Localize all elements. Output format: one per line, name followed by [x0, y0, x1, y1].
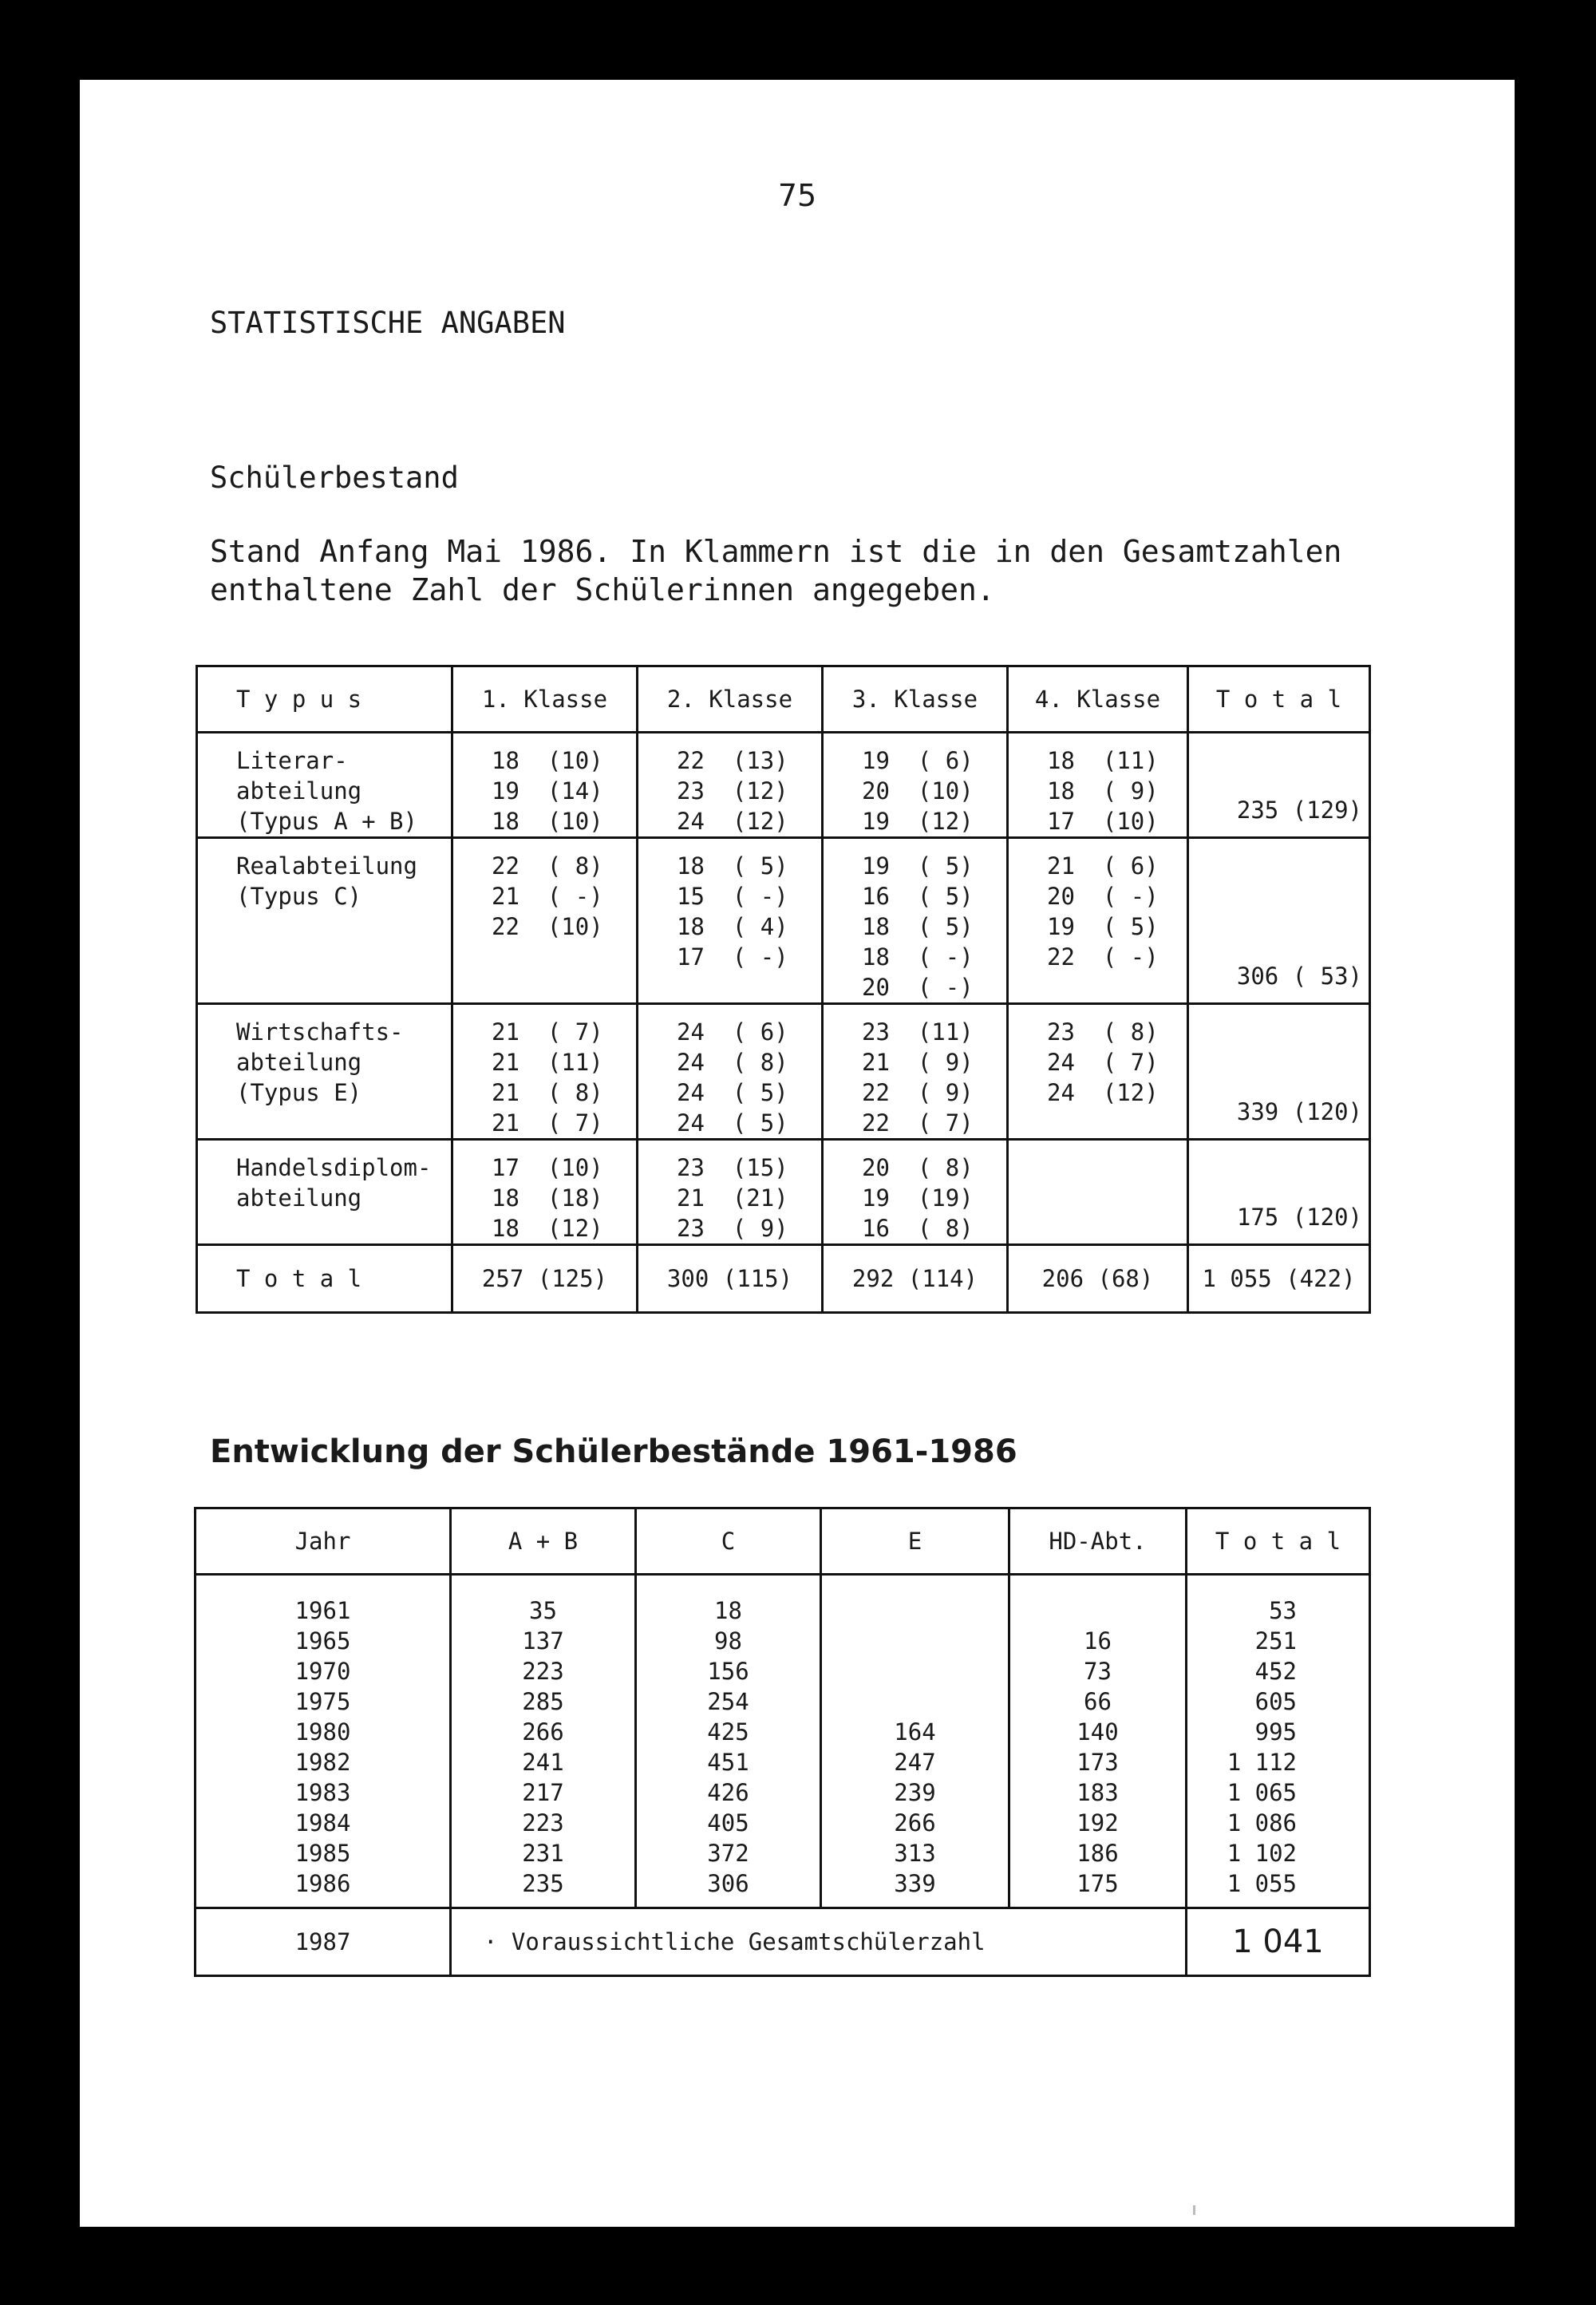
- class-count: 23 (12): [677, 777, 788, 805]
- jahr-value: 1986: [294, 1870, 351, 1897]
- class-count: 19 ( 5): [1047, 913, 1159, 940]
- ab-value: 35: [529, 1597, 557, 1624]
- class-cell: [1008, 1004, 1188, 1140]
- hd-value: 73: [1084, 1658, 1112, 1685]
- c-value: 98: [714, 1627, 742, 1655]
- row-total: 306 ( 53): [1188, 838, 1370, 1004]
- row-label: [197, 733, 452, 838]
- entwicklung-title: Entwicklung der Schülerbestände 1961-1986: [210, 1433, 1017, 1470]
- class-cell: [823, 733, 1008, 838]
- c-value: 254: [707, 1688, 749, 1715]
- total-value: 251: [1254, 1627, 1297, 1655]
- class-count: 21 ( 9): [862, 1049, 974, 1076]
- c-value: 306: [707, 1870, 749, 1897]
- class-count: 18 ( 9): [1047, 777, 1159, 805]
- row-label-line: abteilung: [236, 777, 362, 805]
- total-value: 1 086: [1227, 1809, 1297, 1836]
- header-cell: HD-Abt.: [1009, 1508, 1187, 1575]
- total-value: 1 065: [1227, 1779, 1297, 1806]
- e-value: [822, 1656, 1008, 1686]
- entwicklung-table: [194, 1507, 1371, 1977]
- header-cell: T o t a l: [1187, 1508, 1370, 1575]
- jahr-value: 1970: [294, 1658, 351, 1685]
- c-value: 156: [707, 1658, 749, 1685]
- row-label-line: Literar-: [236, 747, 348, 774]
- document-page: [80, 80, 1515, 2227]
- total-cell: 300 (115): [638, 1245, 823, 1313]
- e-value: 164: [894, 1718, 936, 1746]
- class-count: 19 (12): [862, 808, 974, 835]
- jahr-value: 1984: [294, 1809, 351, 1836]
- class-count: 22 (13): [677, 747, 788, 774]
- total-value: 452: [1254, 1658, 1297, 1685]
- total-cell: 257 (125): [452, 1245, 638, 1313]
- row-label-line: (Typus E): [236, 1079, 362, 1106]
- class-cell: [638, 1004, 823, 1140]
- class-count: 19 ( 6): [862, 747, 974, 774]
- class-count: 18 ( 5): [862, 913, 974, 940]
- class-count: 24 ( 8): [677, 1049, 788, 1076]
- e-value: 247: [894, 1749, 936, 1776]
- class-count: 18 (10): [492, 747, 603, 774]
- hd-value: 183: [1077, 1779, 1119, 1806]
- class-count: 18 ( -): [862, 943, 974, 971]
- forecast-total: 1 041: [1187, 1908, 1370, 1976]
- row-total: 339 (120): [1188, 1004, 1370, 1140]
- row-label-line: Handelsdiplom-: [236, 1154, 432, 1181]
- class-count: 20 ( 8): [862, 1154, 974, 1181]
- class-count: 21 ( 6): [1047, 852, 1159, 880]
- row-label-line: abteilung: [236, 1049, 362, 1076]
- class-cell: [1008, 838, 1188, 1004]
- class-count: 22 ( 8): [492, 852, 603, 880]
- class-count: 21 ( 7): [492, 1018, 603, 1046]
- class-count: 23 ( 9): [677, 1215, 788, 1242]
- scan-speck: [1193, 2205, 1195, 2215]
- section-title: STATISTISCHE ANGABEN: [210, 306, 566, 340]
- class-count: 19 (14): [492, 777, 603, 805]
- header-cell: 4. Klasse: [1008, 666, 1188, 733]
- class-count: 24 ( 5): [677, 1079, 788, 1106]
- e-value: [822, 1595, 1008, 1626]
- row-label-line: abteilung: [236, 1184, 362, 1212]
- class-count: 18 (10): [492, 808, 603, 835]
- ab-value: 223: [522, 1809, 564, 1836]
- row-label: [197, 1004, 452, 1140]
- hd-column: [1009, 1575, 1187, 1908]
- class-cell: [452, 1004, 638, 1140]
- total-column: [1187, 1575, 1370, 1908]
- class-count: 20 ( -): [862, 974, 974, 1001]
- class-count: 15 ( -): [677, 883, 788, 910]
- class-cell: [452, 733, 638, 838]
- e-value: 239: [894, 1779, 936, 1806]
- class-count: 18 ( 5): [677, 852, 788, 880]
- c-column: [636, 1575, 821, 1908]
- class-cell: [452, 838, 638, 1004]
- c-value: 405: [707, 1809, 749, 1836]
- class-count: 18 (18): [492, 1184, 603, 1212]
- hd-value: 173: [1077, 1749, 1119, 1776]
- ab-value: 231: [522, 1840, 564, 1867]
- class-count: 24 (12): [677, 808, 788, 835]
- table-header-row: [196, 1508, 1370, 1575]
- header-cell: T o t a l: [1188, 666, 1370, 733]
- page-number: 75: [777, 178, 817, 213]
- class-cell: [638, 1140, 823, 1245]
- class-count: 23 (11): [862, 1018, 974, 1046]
- row-label-line: Realabteilung: [236, 852, 417, 880]
- e-column: [821, 1575, 1009, 1908]
- table-data-row: [196, 1575, 1370, 1908]
- table-row: [197, 1004, 1370, 1140]
- ab-value: 285: [522, 1688, 564, 1715]
- total-value: 53: [1269, 1597, 1297, 1624]
- class-count: 17 (10): [492, 1154, 603, 1181]
- class-count: 21 ( 7): [492, 1109, 603, 1137]
- jahr-value: 1983: [294, 1779, 351, 1806]
- ab-column: [451, 1575, 636, 1908]
- class-count: 20 (10): [862, 777, 974, 805]
- jahr-value: 1975: [294, 1688, 351, 1715]
- class-count: 22 ( 9): [862, 1079, 974, 1106]
- class-count: 18 (12): [492, 1215, 603, 1242]
- class-cell: [823, 838, 1008, 1004]
- c-value: 425: [707, 1718, 749, 1746]
- table-row: [197, 733, 1370, 838]
- jahr-value: 1985: [294, 1840, 351, 1867]
- schuelerbestand-table: [196, 665, 1371, 1314]
- total-label: T o t a l: [197, 1245, 452, 1313]
- header-cell: 1. Klasse: [452, 666, 638, 733]
- class-cell: [1008, 733, 1188, 838]
- class-count: 16 ( 5): [862, 883, 974, 910]
- row-total: 175 (120): [1188, 1140, 1370, 1245]
- jahr-value: 1961: [294, 1597, 351, 1624]
- header-cell: E: [821, 1508, 1009, 1575]
- class-cell: [1008, 1140, 1188, 1245]
- header-cell: T y p u s: [197, 666, 452, 733]
- subsection-title: Schülerbestand: [210, 461, 459, 495]
- jahr-value: 1980: [294, 1718, 351, 1746]
- total-cell: 206 (68): [1008, 1245, 1188, 1313]
- e-value: 313: [894, 1840, 936, 1867]
- row-total: 235 (129): [1188, 733, 1370, 838]
- row-label-line: (Typus C): [236, 883, 362, 910]
- class-count: 19 (19): [862, 1184, 974, 1212]
- class-cell: [638, 733, 823, 838]
- hd-value: 192: [1077, 1809, 1119, 1836]
- e-value: [822, 1626, 1008, 1656]
- total-value: 1 055: [1227, 1870, 1297, 1897]
- intro-paragraph: [210, 532, 1341, 609]
- intro-line: enthaltene Zahl der Schülerinnen angegeben.: [210, 572, 995, 607]
- header-cell: 3. Klasse: [823, 666, 1008, 733]
- class-count: 21 ( 8): [492, 1079, 603, 1106]
- ab-value: 137: [522, 1627, 564, 1655]
- table-header-row: [197, 666, 1370, 733]
- hd-value: 186: [1077, 1840, 1119, 1867]
- total-cell: 1 055 (422): [1188, 1245, 1370, 1313]
- ab-value: 217: [522, 1779, 564, 1806]
- class-count: 21 (11): [492, 1049, 603, 1076]
- class-count: 19 ( 5): [862, 852, 974, 880]
- ab-value: 266: [522, 1718, 564, 1746]
- class-count: 21 (21): [677, 1184, 788, 1212]
- class-count: 22 ( -): [1047, 943, 1159, 971]
- total-value: 1 112: [1227, 1749, 1297, 1776]
- forecast-label-text: Voraussichtliche Gesamtschülerzahl: [511, 1928, 986, 1955]
- class-cell: [452, 1140, 638, 1245]
- c-value: 426: [707, 1779, 749, 1806]
- header-cell: Jahr: [196, 1508, 451, 1575]
- hd-value: 175: [1077, 1870, 1119, 1897]
- jahr-value: 1982: [294, 1749, 351, 1776]
- class-count: 17 (10): [1047, 808, 1159, 835]
- total-value: 995: [1254, 1718, 1297, 1746]
- table-total-row: [197, 1245, 1370, 1313]
- ab-value: 241: [522, 1749, 564, 1776]
- class-count: 24 ( 7): [1047, 1049, 1159, 1076]
- total-cell: 292 (114): [823, 1245, 1008, 1313]
- jahr-column: [196, 1575, 451, 1908]
- forecast-year: 1987: [196, 1908, 451, 1976]
- class-count: 23 (15): [677, 1154, 788, 1181]
- hd-value: 140: [1077, 1718, 1119, 1746]
- hd-value: [1010, 1595, 1185, 1626]
- e-value: 339: [894, 1870, 936, 1897]
- ab-value: 235: [522, 1870, 564, 1897]
- class-count: 21 ( -): [492, 883, 603, 910]
- total-value: 605: [1254, 1688, 1297, 1715]
- header-cell: A + B: [451, 1508, 636, 1575]
- row-label: [197, 1140, 452, 1245]
- table-forecast-row: [196, 1908, 1370, 1976]
- header-cell: 2. Klasse: [638, 666, 823, 733]
- hd-value: 16: [1084, 1627, 1112, 1655]
- intro-line: Stand Anfang Mai 1986. In Klammern ist die in den Gesamtzahlen: [210, 534, 1342, 569]
- table-row: [197, 838, 1370, 1004]
- e-value: 266: [894, 1809, 936, 1836]
- c-value: 372: [707, 1840, 749, 1867]
- c-value: 18: [714, 1597, 742, 1624]
- row-label: [197, 838, 452, 1004]
- c-value: 451: [707, 1749, 749, 1776]
- table-row: [197, 1140, 1370, 1245]
- forecast-label: · Voraussichtliche Gesamtschülerzahl: [451, 1908, 1187, 1976]
- total-value: 1 102: [1227, 1840, 1297, 1867]
- row-label-line: Wirtschafts-: [236, 1018, 404, 1046]
- header-cell: C: [636, 1508, 821, 1575]
- class-count: 18 (11): [1047, 747, 1159, 774]
- class-count: 24 (12): [1047, 1079, 1159, 1106]
- jahr-value: 1965: [294, 1627, 351, 1655]
- class-count: 22 (10): [492, 913, 603, 940]
- e-value: [822, 1686, 1008, 1717]
- class-cell: [823, 1140, 1008, 1245]
- class-count: 20 ( -): [1047, 883, 1159, 910]
- class-count: 24 ( 6): [677, 1018, 788, 1046]
- class-count: 17 ( -): [677, 943, 788, 971]
- ab-value: 223: [522, 1658, 564, 1685]
- class-count: 24 ( 5): [677, 1109, 788, 1137]
- row-label-line: (Typus A + B): [236, 808, 417, 835]
- class-count: 16 ( 8): [862, 1215, 974, 1242]
- class-cell: [823, 1004, 1008, 1140]
- class-cell: [638, 838, 823, 1004]
- class-count: 23 ( 8): [1047, 1018, 1159, 1046]
- class-count: 18 ( 4): [677, 913, 788, 940]
- class-count: 22 ( 7): [862, 1109, 974, 1137]
- hd-value: 66: [1084, 1688, 1112, 1715]
